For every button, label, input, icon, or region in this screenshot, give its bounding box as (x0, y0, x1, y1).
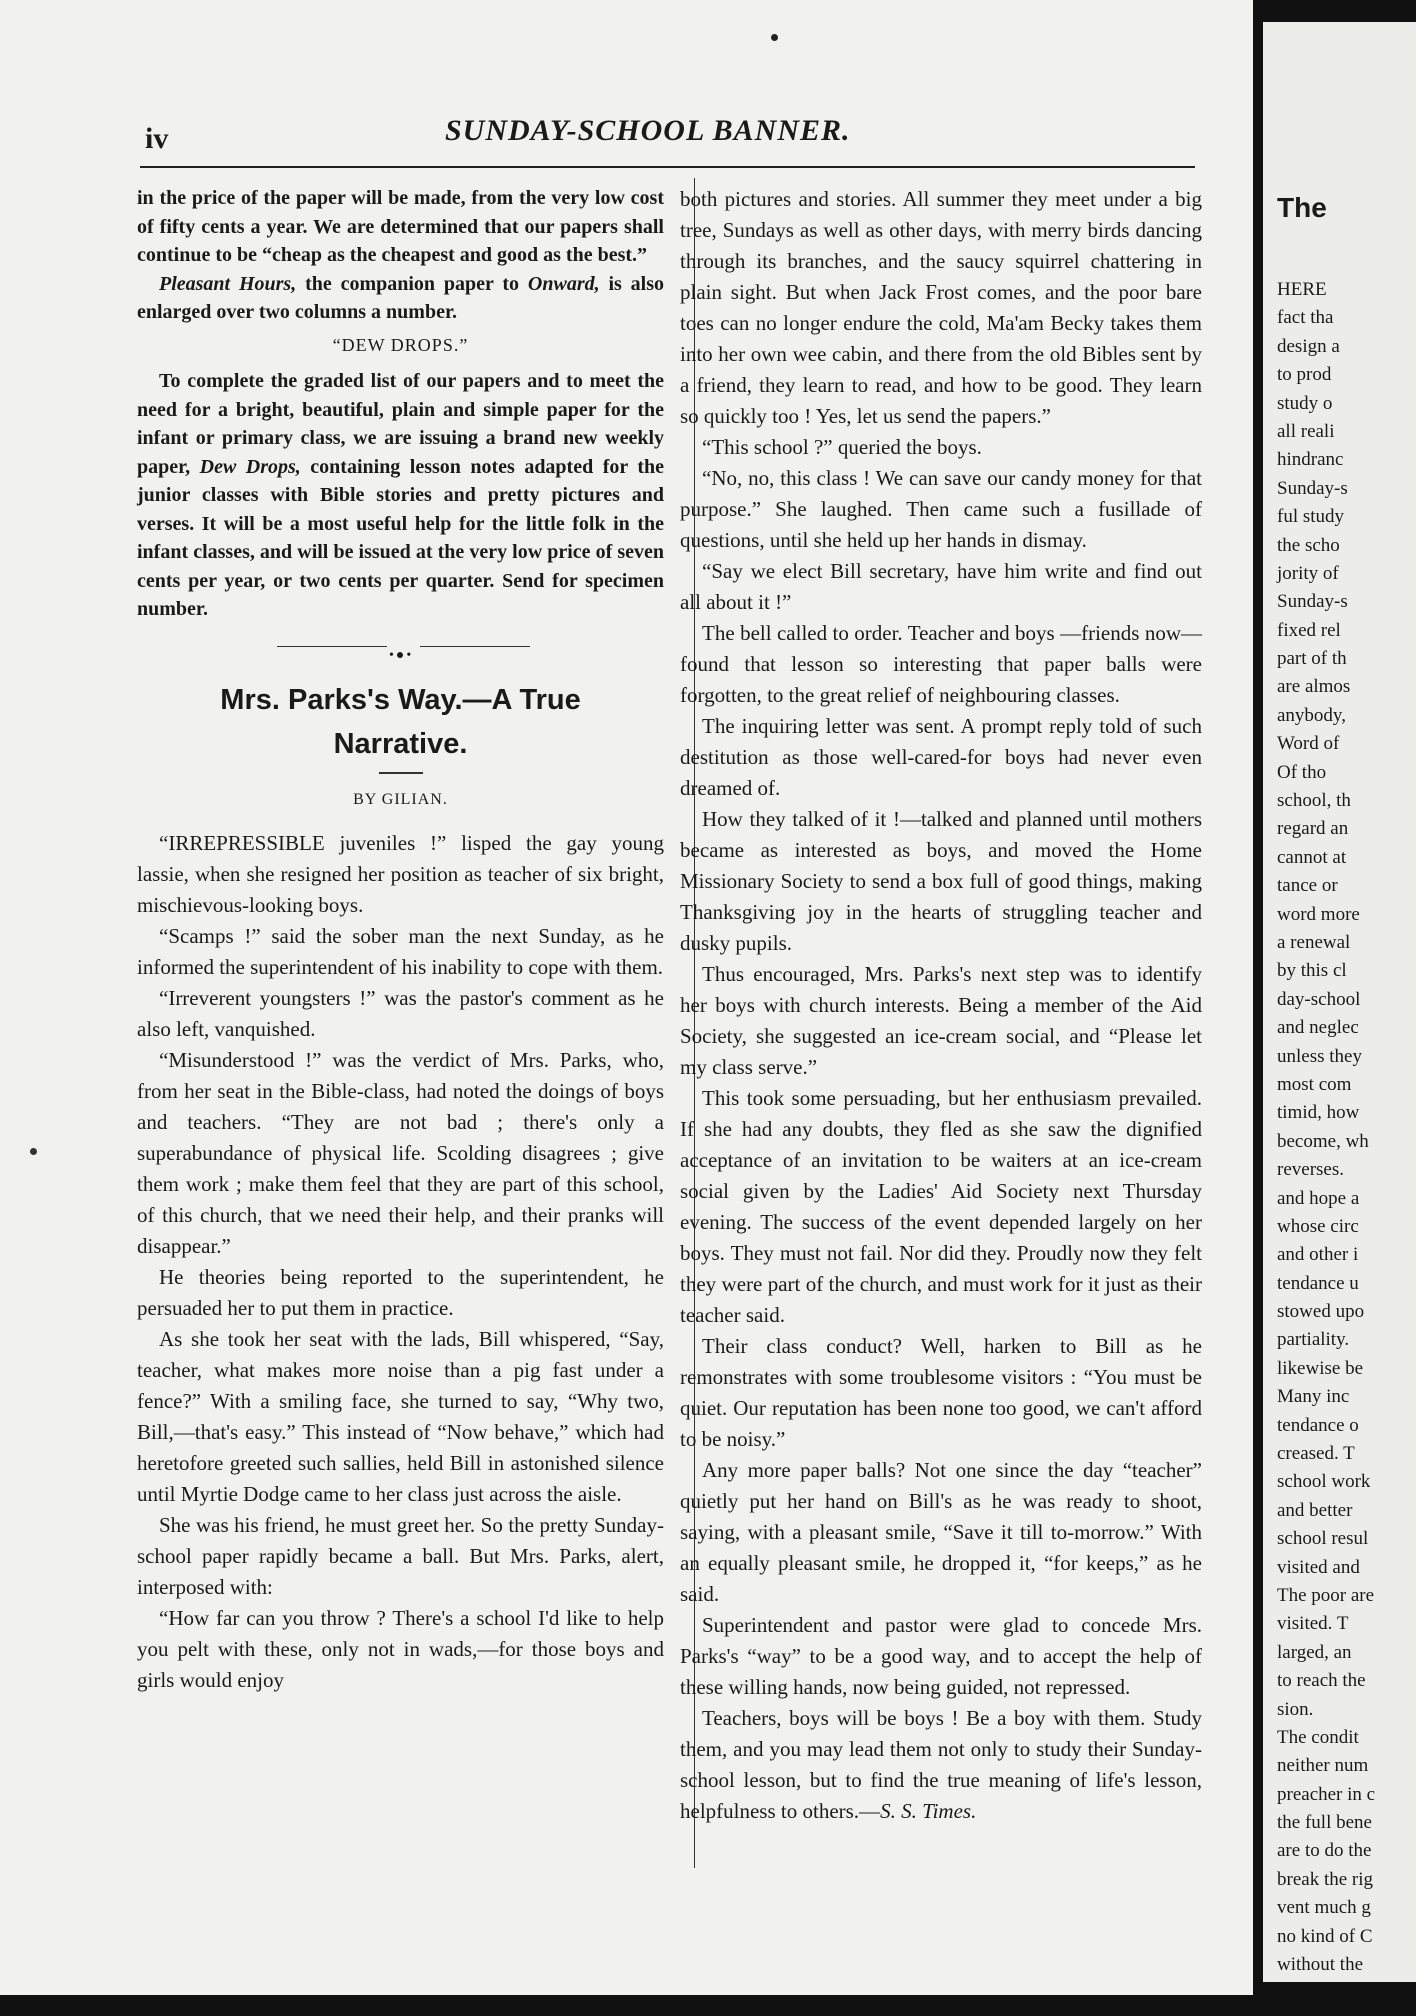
facing-page-line: the full bene (1277, 1812, 1372, 1834)
pleasant-hours-mid: the companion paper to (296, 272, 528, 295)
ink-spot (771, 34, 778, 41)
facing-page-line: hindranc (1277, 449, 1344, 471)
pleasant-hours-paragraph (137, 270, 664, 327)
page-number: iv (145, 122, 169, 155)
article-paragraph: “Misunderstood !” was the verdict of Mrs. Parks, who, from her seat in the Bible-class, had noted the doings of boys and teachers. “They are not bad ; there's only a superabundance of physical life. Scolding disagrees ; give them work ; make them feel that they are part of this school, of this church, that we need their help, and their pranks will disappear.” (137, 1048, 664, 1258)
closing-source: S. S. Times. (880, 1799, 977, 1823)
facing-page-line: break the rig (1277, 1868, 1374, 1890)
facing-page-line: to prod (1277, 364, 1332, 386)
article-paragraph: He theories being reported to the superintendent, he persuaded her to put them in practice. (137, 1265, 664, 1320)
facing-page-line: The condit (1277, 1726, 1359, 1748)
article-paragraph: As she took her seat with the lads, Bill whispered, “Say, teacher, what makes more noise than a pig fast under a fence?” With a smiling face, she turned to say, “Why two, Bill,—that's easy.” This instead of “Now behave,” which had heretofore greeted such sallies, held Bill in astonished silence until Myrtie Dodge came to her class just across the aisle. (137, 1327, 664, 1506)
facing-page-line: Sunday-s (1277, 477, 1348, 499)
facing-page-line: Sunday-s (1277, 591, 1348, 613)
facing-page-line: anybody, (1277, 704, 1346, 726)
facing-page-line: the scho (1277, 534, 1340, 556)
facing-page-line: jority of (1277, 562, 1339, 584)
facing-page-line: become, wh (1277, 1130, 1369, 1152)
section-ornament (137, 630, 664, 664)
facing-page-line: design a (1277, 335, 1340, 357)
running-title: SUNDAY-SCHOOL BANNER. (445, 114, 851, 147)
facing-page-line: sion. (1277, 1698, 1314, 1720)
facing-page-line: word more (1277, 903, 1360, 925)
facing-page-line: fact tha (1277, 307, 1334, 329)
closing-paragraph (680, 1703, 1202, 1827)
article-title-line-1: Mrs. Parks's Way.—A True (220, 683, 581, 716)
continued-paragraph: in the price of the paper will be made, from the very low cost of fifty cents a year. We are determined that our papers shall continue to be “cheap as the cheapest and good as the best.” (137, 187, 664, 266)
facing-page-line: creased. T (1277, 1443, 1355, 1465)
article-paragraph: “How far can you throw ? There's a school I'd like to help you pelt with these, only not in wads,—for those boys and girls would enjoy (137, 1606, 664, 1692)
facing-page-line: and other i (1277, 1244, 1359, 1266)
article-paragraph: Their class conduct? Well, harken to Bill as he remonstrates with some troublesome visitors : “You must be quiet. Our reputation has been none too good, we can't afford to be noisy.” (680, 1334, 1202, 1451)
facing-page-line: and neglec (1277, 1017, 1359, 1039)
facing-page-line: tance or (1277, 875, 1338, 897)
margin-ink-mark (30, 1148, 37, 1155)
article-paragraph: The bell called to order. Teacher and boys —friends now—found that lesson so interesting that paper balls were forgotten, to the great relief of neighbouring classes. (680, 621, 1202, 707)
facing-page-line: no kind of C (1277, 1925, 1373, 1947)
dew-drops-heading: “DEW DROPS.” (332, 334, 469, 355)
left-column (137, 184, 664, 1696)
facing-page-line: whose circ (1277, 1215, 1359, 1237)
facing-page-line: Word of (1277, 733, 1340, 755)
article-paragraph: “Irreverent youngsters !” was the pastor's comment as he also left, vanquished. (137, 986, 664, 1041)
right-column (680, 184, 1202, 1827)
facing-page-line: stowed upo (1277, 1301, 1365, 1323)
facing-page-line: a renewal (1277, 931, 1351, 953)
facing-page-line: school work (1277, 1471, 1371, 1493)
facing-page-line: Of tho (1277, 761, 1327, 783)
facing-page-line: vent much g (1277, 1897, 1371, 1919)
facing-page-line: school resul (1277, 1528, 1369, 1550)
facing-page-line: and hope a (1277, 1187, 1360, 1209)
facing-page-line: tendance o (1277, 1414, 1359, 1436)
pleasant-hours-rest: is also enlarged over two columns a number. (137, 272, 665, 323)
ornament-line-right (420, 646, 530, 647)
dew-drops-text-1: To complete the graded list of our papers and to meet the need for a bright, beautiful, plain and simple paper for the infant or primary class, we are issuing a brand new weekly paper, (137, 370, 664, 478)
facing-page-line: regard an (1277, 818, 1349, 840)
article-paragraph: How they talked of it !—talked and planned until mothers became as interested as boys, and moved the Home Missionary Society to send a box full of good things, making Thanksgiving joy in the hearts of struggling teacher and dusky pupils. (680, 807, 1202, 955)
title-rule (379, 772, 423, 774)
facing-page-line: cannot at (1277, 846, 1347, 868)
facing-page-line: fixed rel (1277, 619, 1341, 641)
article-paragraph: “This school ?” queried the boys. (702, 435, 982, 459)
dew-drops-text-2: containing lesson notes adapted for the junior classes with Bible stories and pretty pictures and verses. It will be a most useful help for the little folk in the infant classes, and will be issued at the very low price of seven cents per year, or two cents per quarter. Send for specimen number. (137, 455, 665, 620)
facing-page-line: school, th (1277, 790, 1351, 812)
facing-page-line: ful study (1277, 506, 1345, 528)
facing-page-line: neither num (1277, 1755, 1369, 1777)
article-paragraph: both pictures and stories. All summer they meet under a big tree, Sundays as well as other days, with merry birds dancing through its branches, and the saucy squirrel chattering in plain sight. But when Jack Frost comes, and the poor bare toes can no longer endure the cold, Ma'am Becky takes them into her own wee cabin, and there from the old Bibles sent by a friend, they learn to read, and how to be good. They learn so quickly too ! Yes, let us send the papers.” (680, 187, 1202, 428)
facing-page-line: and better (1277, 1499, 1353, 1521)
dew-drops-name: Dew Drops, (199, 455, 301, 478)
article-title-line-2: Narrative. (333, 727, 468, 760)
facing-page-line: day-school (1277, 988, 1361, 1010)
dew-drops-paragraph (137, 367, 664, 624)
article-paragraph: She was his friend, he must greet her. So the pretty Sunday-school paper rapidly became a ball. But Mrs. Parks, alert, interposed with: (137, 1513, 664, 1599)
facing-page-line: reverses. (1277, 1159, 1344, 1181)
facing-page-line: HERE (1277, 279, 1327, 300)
article-paragraph: Superintendent and pastor were glad to concede Mrs. Parks's “way” to be a good way, and to accept the help of these willing hands, now being guided, not repressed. (680, 1613, 1202, 1699)
facing-page-line: tendance u (1277, 1272, 1359, 1294)
facing-page-line: all reali (1277, 420, 1335, 442)
facing-page-line: are almos (1277, 676, 1351, 698)
facing-page-line: are to do the (1277, 1840, 1372, 1862)
article-paragraph: Any more paper balls? Not one since the day “teacher” quietly put her hand on Bill's as he was ready to shoot, saying, with a pleasant smile, “Save it till to-morrow.” With an equally pleasant smile, he dropped it, “for keeps,” as he said. (680, 1458, 1202, 1606)
article-paragraph: The inquiring letter was sent. A prompt reply told of such destitution as those well-cared-for boys had never even dreamed of. (680, 714, 1202, 800)
facing-page-line: study o (1277, 392, 1333, 414)
article-paragraph: This took some persuading, but her enthusiasm prevailed. If she had any doubts, they fled as she saw the dignified acceptance of an invitation to be waiters at an ice-cream social given by the Ladies' Aid Society next Thursday evening. The success of the event depended largely on her boys. They must not fail. Nor did they. Proudly now they felt they were part of the church, and must work for it just as their teacher said. (680, 1086, 1202, 1327)
facing-page-text (1277, 276, 1416, 1979)
onward-title: Onward, (527, 272, 600, 295)
facing-page-line: unless they (1277, 1045, 1362, 1067)
article-paragraph: “Scamps !” said the sober man the next Sunday, as he informed the superintendent of his inability to cope with them. (137, 924, 664, 979)
facing-page-line: by this cl (1277, 960, 1347, 982)
facing-page-line: most com (1277, 1073, 1352, 1095)
header-rule (140, 166, 1195, 168)
facing-page-line: The poor are (1277, 1584, 1375, 1606)
facing-page-line: visited and (1277, 1556, 1360, 1578)
article-paragraph: “IRREPRESSIBLE juveniles !” lisped the gay young lassie, when she resigned her position as teacher of six bright, mischievous-looking boys. (137, 831, 664, 917)
ornament-line-left (277, 646, 387, 647)
article-paragraph: “Say we elect Bill secretary, have him write and find out all about it !” (680, 559, 1202, 614)
facing-page-line: without the (1277, 1954, 1364, 1976)
facing-page-title: The (1277, 192, 1327, 223)
facing-page (1253, 0, 1416, 2016)
facing-page-line: likewise be (1277, 1357, 1364, 1379)
facing-page-line: to reach the (1277, 1670, 1366, 1692)
facing-page-line: Many inc (1277, 1386, 1350, 1408)
article-title (137, 678, 664, 766)
facing-page-line: partiality. (1277, 1329, 1350, 1351)
article-paragraph: Thus encouraged, Mrs. Parks's next step was to identify her boys with church interests. Being a member of the Aid Society, she suggested an ice-cream social, and “Please let my class serve.” (680, 962, 1202, 1079)
closing-text: Teachers, boys will be boys ! Be a boy with them. Study them, and you may lead them not only to study their Sunday-school lesson, but to find the true meaning of life's lesson, helpfulness to others.— (680, 1706, 1202, 1823)
facing-page-line: preacher in c (1277, 1783, 1376, 1805)
facing-page-line: part of th (1277, 648, 1347, 670)
article-paragraph: “No, no, this class ! We can save our candy money for that purpose.” She laughed. Then came such a fusillade of questions, until she held up her hands in dismay. (680, 466, 1202, 552)
facing-page-line: visited. T (1277, 1613, 1349, 1635)
ornament-dot: •●• (389, 647, 414, 663)
facing-page-paper (1263, 22, 1416, 1982)
facing-page-line: timid, how (1277, 1102, 1360, 1124)
pleasant-hours-title: Pleasant Hours, (159, 272, 297, 295)
byline: BY GILIAN. (353, 790, 448, 808)
facing-page-line: larged, an (1277, 1641, 1352, 1663)
